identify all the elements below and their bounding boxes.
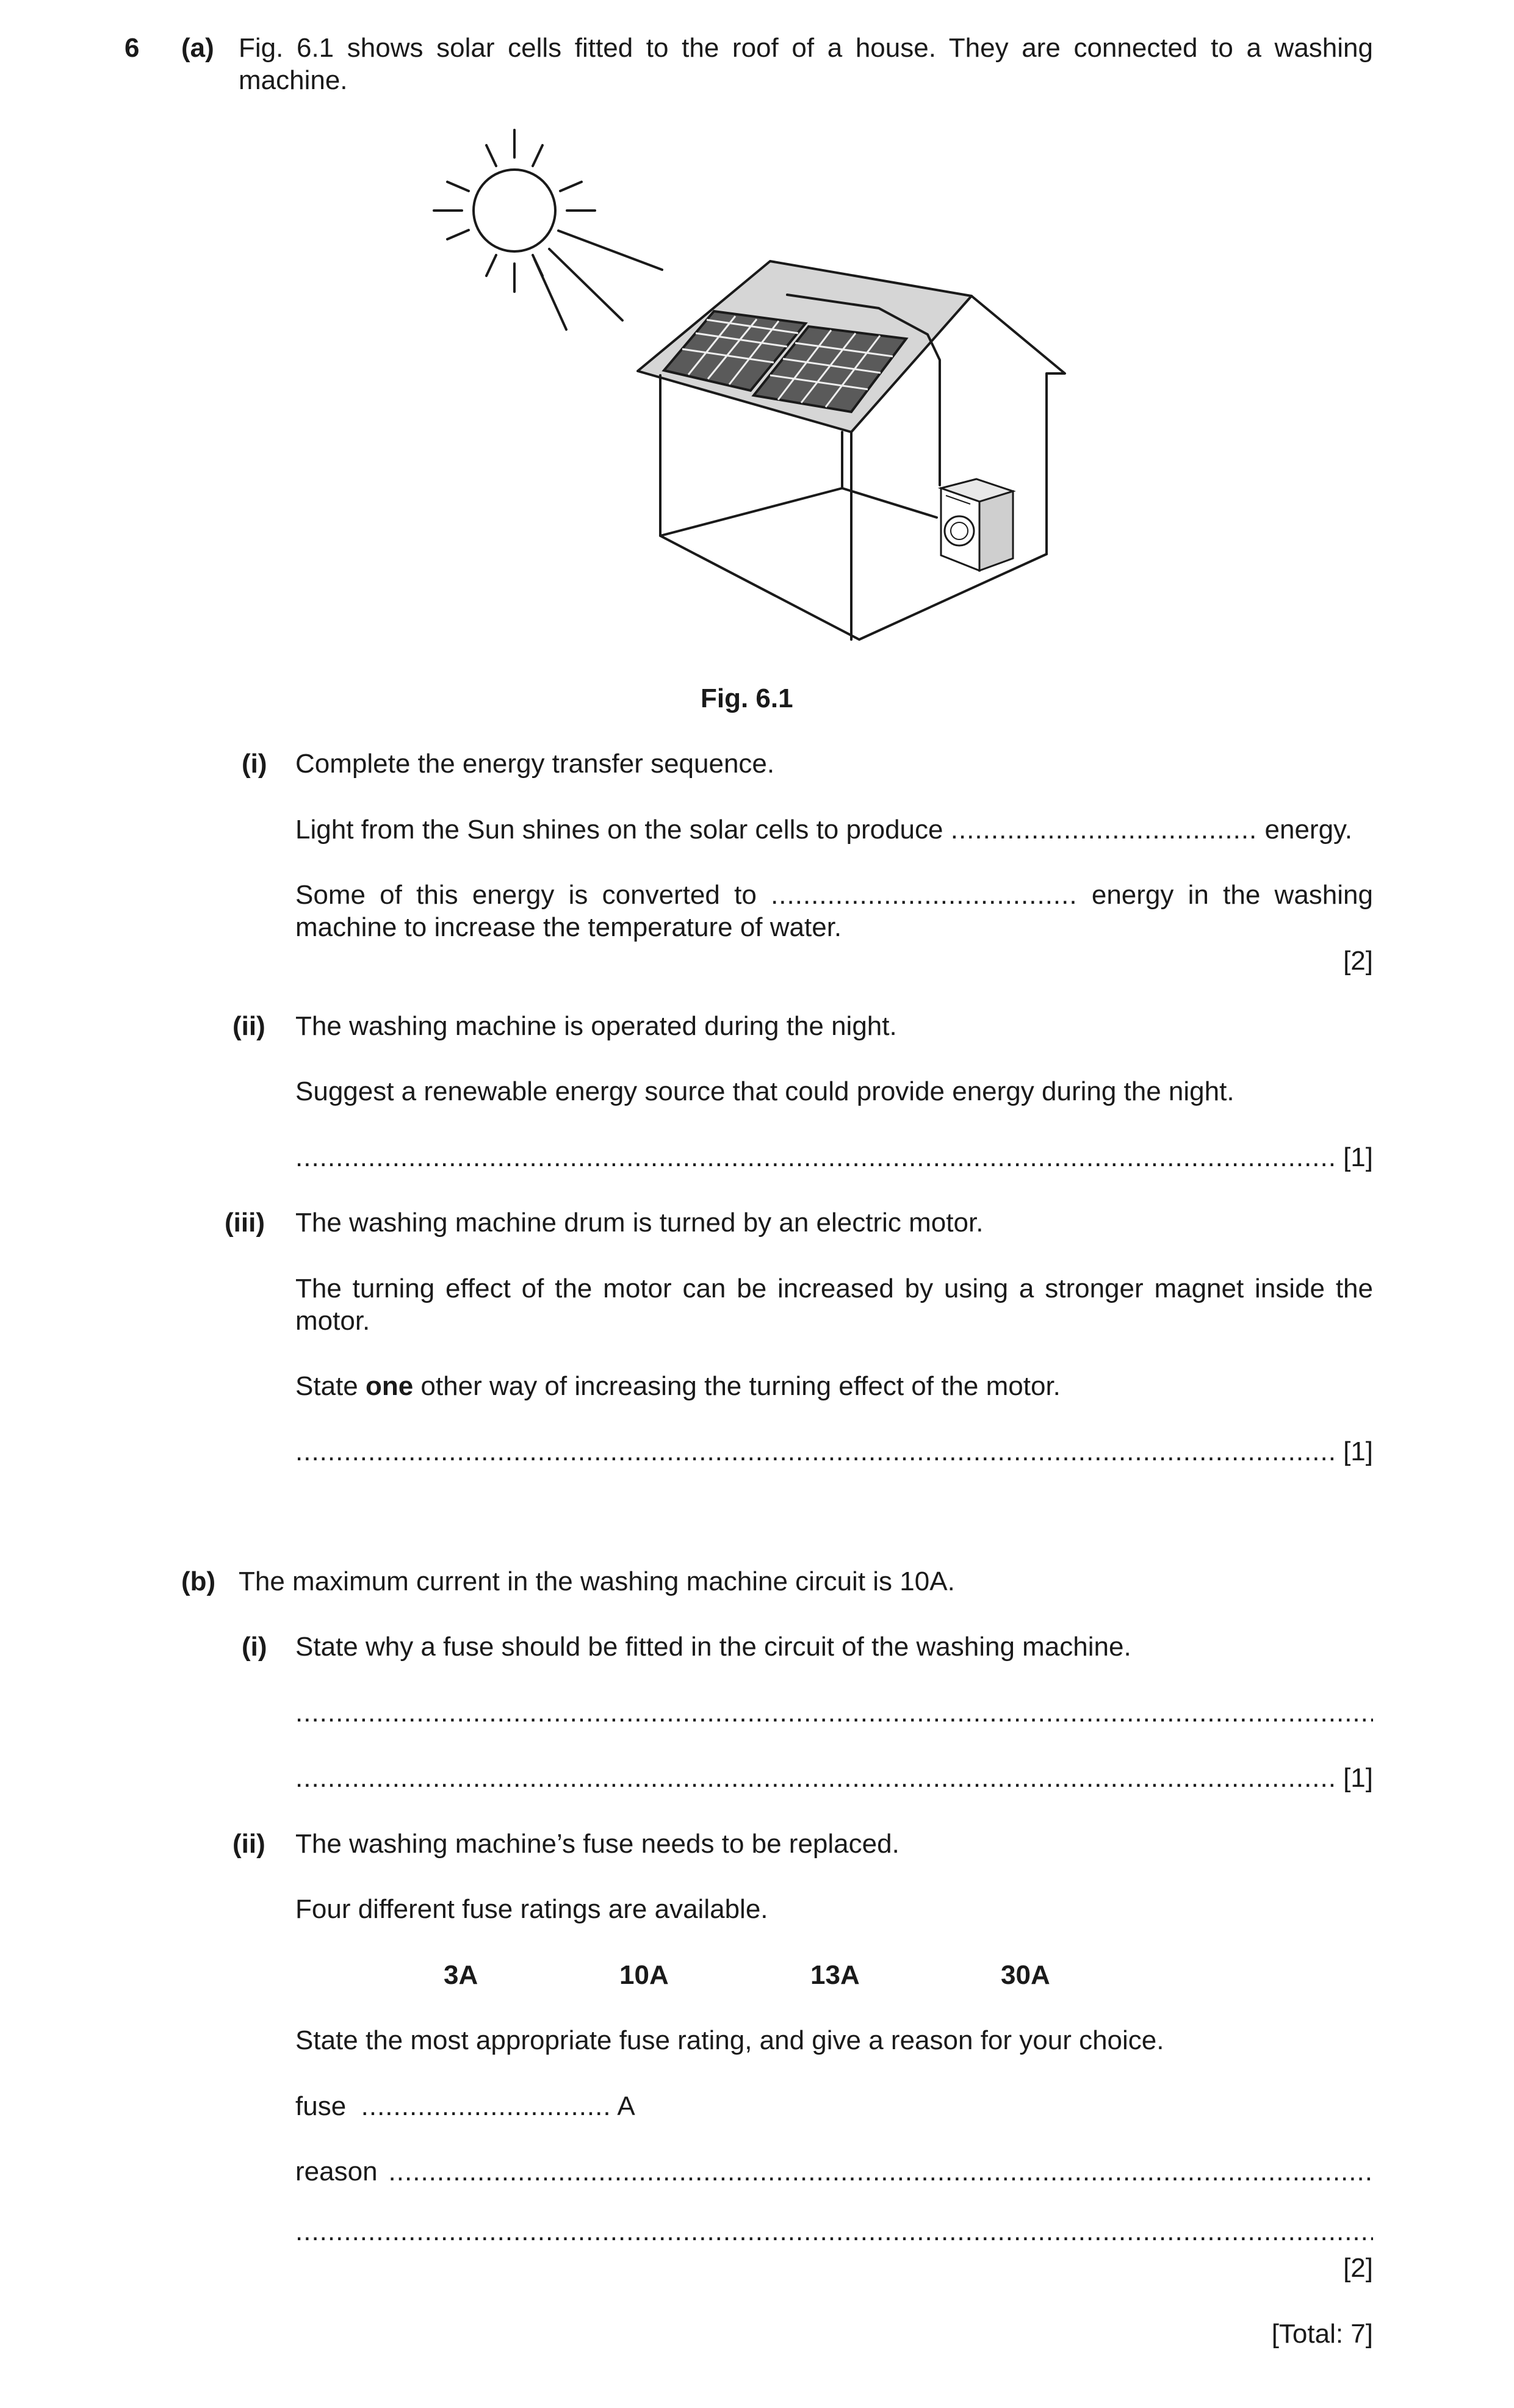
energy-line-2-text: Some of this energy is converted to	[295, 880, 757, 910]
answer-blank-2[interactable]: ......................................	[771, 880, 1078, 910]
answer-blank-1[interactable]: ......................................	[950, 815, 1258, 845]
part-a-ii-line2: Suggest a renewable energy source that could provide energy during the night.	[295, 1076, 1235, 1106]
line3-end: other way of increasing the turning effect of the motor.	[413, 1371, 1061, 1401]
fuse-rating-10a: 10A	[619, 1960, 669, 1990]
part-b-label: (b)	[181, 1566, 216, 1596]
figure-solar-house	[421, 122, 1080, 659]
part-b-i-label: (i)	[242, 1632, 267, 1662]
part-a-iii-line2: The turning effect of the motor can be increased by using a stronger magnet inside the motor.	[295, 1274, 1373, 1336]
answer-dots[interactable]	[389, 2155, 1373, 2188]
fuse-label: fuse	[295, 2091, 347, 2121]
answer-dots[interactable]	[295, 1141, 1335, 1173]
fuse-answer-blank[interactable]: ...............................	[361, 2091, 611, 2121]
reason-answer-row[interactable]	[295, 2155, 1373, 2188]
part-a-iii-label: (iii)	[225, 1208, 265, 1238]
energy-line-2-end: energy in the washing machine to increase the temperature of water.	[295, 880, 1373, 942]
part-b-ii-label: (ii)	[233, 1829, 265, 1859]
line3-bold: one	[365, 1371, 414, 1401]
line3-start: State	[295, 1371, 366, 1401]
part-b-ii-line1: The washing machine’s fuse needs to be replaced.	[295, 1829, 899, 1859]
marks-b-i: [1]	[1343, 1763, 1373, 1793]
answer-dots[interactable]	[295, 1435, 1335, 1468]
total-marks: [Total: 7]	[1271, 2319, 1373, 2349]
part-b-intro: The maximum current in the washing machine circuit is 10A.	[239, 1566, 955, 1596]
fuse-rating-3a: 3A	[444, 1960, 478, 1990]
sun-icon	[434, 130, 662, 330]
figure-caption: Fig. 6.1	[701, 683, 793, 713]
energy-line-1-text: Light from the Sun shines on the solar cells to produce	[295, 815, 943, 845]
answer-dots[interactable]	[295, 1762, 1335, 1794]
reason-answer-row-2[interactable]	[295, 2215, 1373, 2248]
house-drawing	[638, 261, 1065, 640]
answer-line-b-i-1[interactable]	[295, 1696, 1373, 1729]
part-b-i-prompt: State why a fuse should be fitted in the circuit of the washing machine.	[295, 1632, 1131, 1662]
fuse-rating-30a: 30A	[1001, 1960, 1050, 1990]
part-a-intro: Fig. 6.1 shows solar cells fitted to the roof of a house. They are connected to a washing machine.	[239, 33, 1373, 95]
question-number: 6	[124, 33, 140, 63]
answer-line-a-iii[interactable]	[295, 1435, 1373, 1468]
energy-line-1	[295, 813, 1352, 846]
reason-label: reason	[295, 2157, 378, 2186]
answer-dots[interactable]	[295, 1696, 1373, 1729]
marks-a-iii: [1]	[1343, 1437, 1373, 1466]
fuse-answer-row	[295, 2090, 635, 2122]
part-a-iii-line3	[295, 1370, 1061, 1402]
energy-line-1-end: energy.	[1264, 815, 1353, 845]
part-a-label: (a)	[181, 33, 214, 63]
part-a-i-label: (i)	[242, 749, 267, 779]
answer-dots[interactable]	[295, 2215, 1373, 2248]
part-b-ii-line3: State the most appropriate fuse rating, and give a reason for your choice.	[295, 2025, 1164, 2055]
fuse-unit: A	[617, 2091, 635, 2121]
part-b-ii-line2: Four different fuse ratings are available.	[295, 1894, 768, 1924]
energy-line-2	[295, 879, 1373, 943]
washing-machine-icon	[941, 479, 1013, 571]
part-a-i-prompt: Complete the energy transfer sequence.	[295, 749, 775, 779]
part-a-ii-label: (ii)	[233, 1011, 265, 1041]
answer-line-a-ii[interactable]	[295, 1141, 1373, 1173]
fuse-rating-13a: 13A	[810, 1960, 860, 1990]
part-a-iii-line1: The washing machine drum is turned by an electric motor.	[295, 1208, 984, 1238]
marks-b-ii: [2]	[1343, 2253, 1373, 2283]
part-a-ii-line1: The washing machine is operated during the night.	[295, 1011, 897, 1041]
marks-a-i: [2]	[1343, 946, 1373, 976]
answer-line-b-i-2[interactable]	[295, 1762, 1373, 1794]
marks-a-ii: [1]	[1343, 1142, 1373, 1172]
